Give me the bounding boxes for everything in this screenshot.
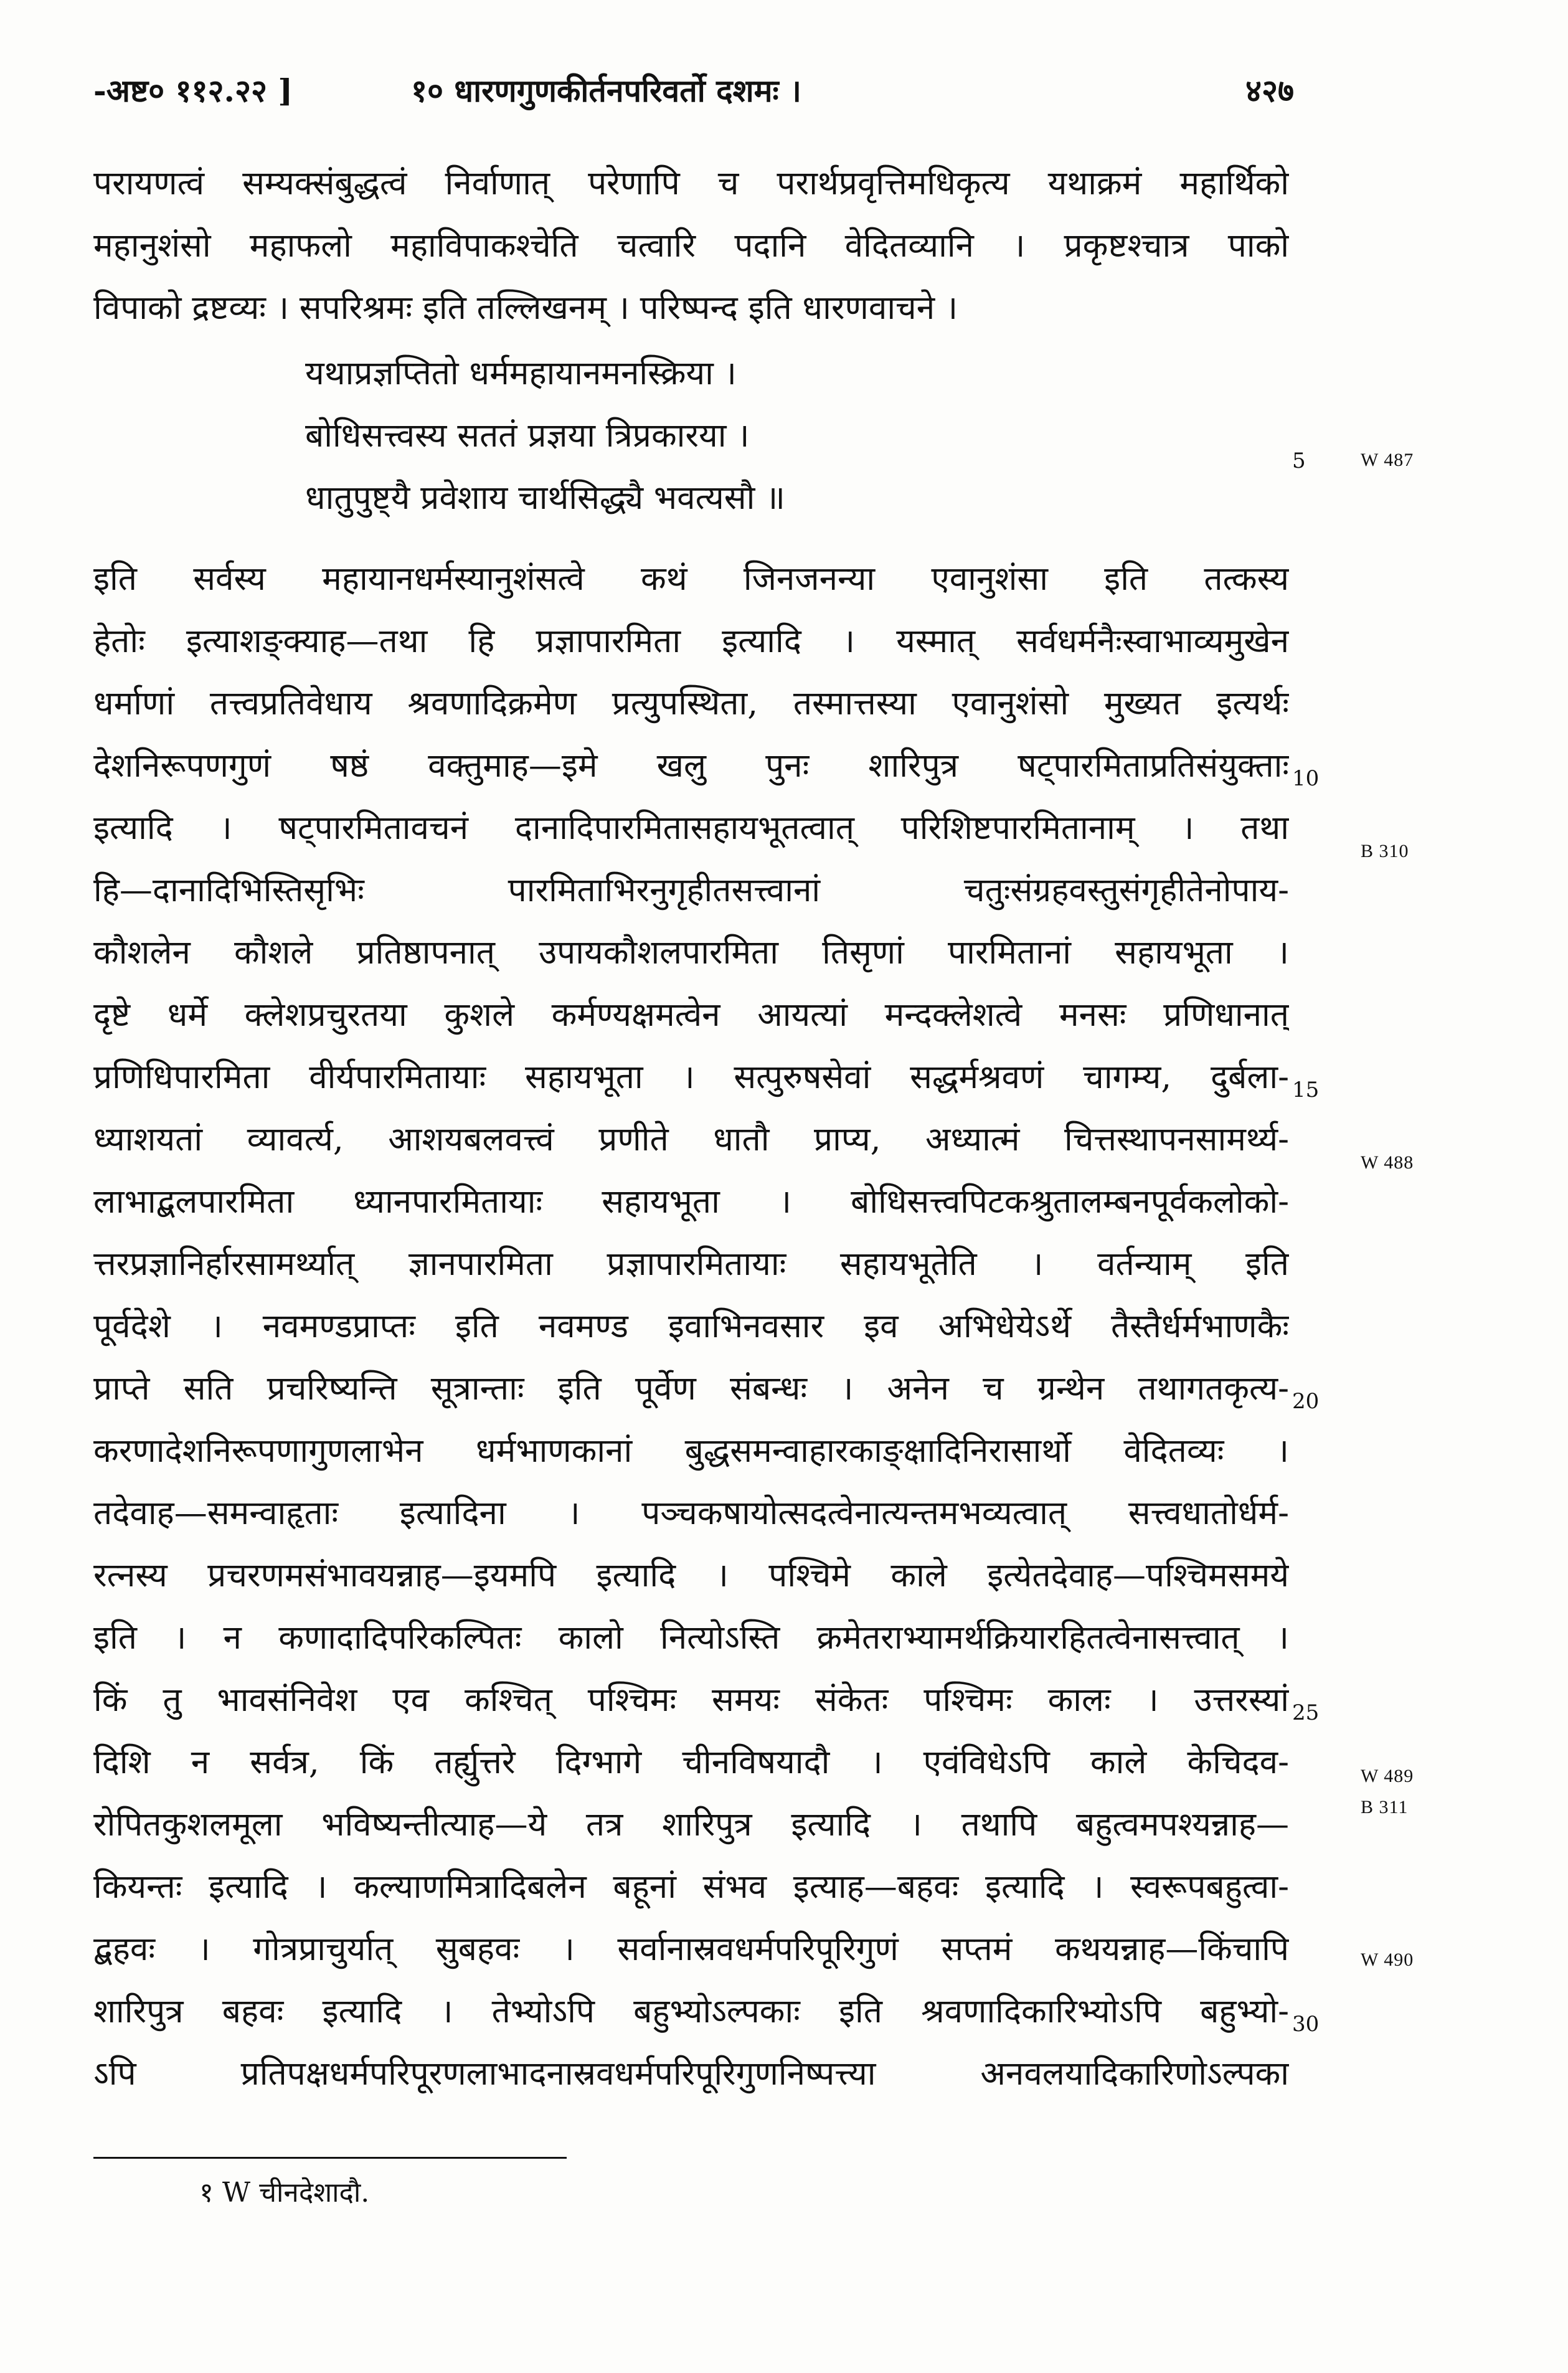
- text-line: हि—दानादिभिस्तिसृभिः पारमिताभिरनुगृहीतसत्त्वानां चतुःसंग्रहवस्तुसंगृहीतेनोपाय-: [93, 871, 1289, 909]
- text-line: इति सर्वस्य महायानधर्मस्यानुशंसत्वे कथं जिनजनन्या एवानुशंसा इति तत्कस्य: [93, 560, 1289, 598]
- text-line: धर्माणां तत्त्वप्रतिवेधाय श्रवणादिक्रमेण प्रत्युपस्थिता, तस्मात्तस्या एवानुशंसो मुख्यत इत्यर्थः: [93, 684, 1289, 722]
- text-line: इति । न कणादादिपरिकल्पितः कालो नित्योऽस्ति क्रमेतराभ्यामर्थक्रियारहितत्वेनासत्त्वात् ।: [93, 1619, 1289, 1657]
- margin-reference: W 487: [1361, 450, 1414, 470]
- text-line: रोपितकुशलमूला भविष्यन्तीत्याह—ये तत्र शारिपुत्र इत्यादि । तथापि बहुत्वमपश्यन्नाह—: [93, 1806, 1289, 1844]
- line-number: 15: [1292, 1078, 1320, 1102]
- footnote-rule: [93, 2157, 567, 2159]
- footnote: १ W चीनदेशादौ.: [199, 2177, 370, 2209]
- page-number: ४२७: [1245, 72, 1294, 109]
- text-line: प्राप्ते सति प्रचरिष्यन्ति सूत्रान्ताः इति पूर्वेण संबन्धः । अनेन च ग्रन्थेन तथागतकृत्य-: [93, 1370, 1289, 1408]
- text-line: प्रणिधिपारमिता वीर्यपारमितायाः सहायभूता । सत्पुरुषसेवां सद्धर्मश्रवणं चागम्य, दुर्बला-: [93, 1058, 1289, 1096]
- text-line: परायणत्वं सम्यक्संबुद्धत्वं निर्वाणात् परेणापि च परार्थप्रवृत्तिमधिकृत्य यथाक्रमं महार्थिको: [93, 164, 1289, 202]
- margin-reference: B 310: [1361, 841, 1409, 861]
- line-number: 25: [1292, 1700, 1320, 1725]
- text-line: इत्यादि । षट्पारमितावचनं दानादिपारमितासहायभूतत्वात् परिशिष्टपारमितानाम् । तथा: [93, 809, 1289, 847]
- text-line: शारिपुत्र बहवः इत्यादि । तेभ्योऽपि बहुभ्योऽल्पकाः इति श्रवणादिकारिभ्योऽपि बहुभ्यो-: [93, 1992, 1289, 2030]
- text-line: पूर्वदेशे । नवमण्डप्राप्तः इति नवमण्ड इवाभिनवसार इव अभिधेयेऽर्थे तैस्तैर्धर्मभाणकैः: [93, 1307, 1289, 1345]
- text-line: तदेवाह—समन्वाहृताः इत्यादिना । पञ्चकषायोत्सदत्वेनात्यन्तमभव्यत्वात् सत्त्वधातोर्धर्म-: [93, 1494, 1289, 1532]
- running-head-title: १० धारणगुणकीर्तनपरिवर्तो दशमः ।: [411, 72, 801, 109]
- text-line: दिशि न सर्वत्र, किं तर्ह्युत्तरे दिग्भागे चीनविषयादौ । एवंविधेऽपि काले केचिदव-: [93, 1743, 1289, 1781]
- text-line: लाभाद्बलपारमिता ध्यानपारमितायाः सहायभूता । बोधिसत्त्वपिटकश्रुतालम्बनपूर्वकलोको-: [93, 1183, 1289, 1221]
- text-line: महानुशंसो महाफलो महाविपाकश्चेति चत्वारि पदानि वेदितव्यानि । प्रकृष्टश्चात्र पाको: [93, 227, 1289, 265]
- line-number: 10: [1292, 766, 1320, 791]
- text-line: ऽपि प्रतिपक्षधर्मपरिपूरणलाभादनास्रवधर्मपरिपूरिगुणनिष्पत्त्या अनवलयादिकारिणोऽल्पका: [93, 2055, 1289, 2093]
- text-line: करणादेशनिरूपणागुणलाभेन धर्मभाणकानां बुद्धसमन्वाहारकाङ्क्षादिनिरासार्थो वेदितव्यः ।: [93, 1432, 1289, 1470]
- text-line: विपाको द्रष्टव्यः । सपरिश्रमः इति तल्लिखनम् । परिष्पन्द इति धारणवाचने ।: [93, 289, 958, 327]
- text-line: ध्याशयतां व्यावर्त्य, आशयबलवत्त्वं प्रणीते धातौ प्राप्य, अध्यात्मं चित्तस्थापनसामर्थ्य-: [93, 1120, 1289, 1158]
- line-number: 20: [1292, 1389, 1320, 1414]
- margin-reference: B 311: [1361, 1797, 1409, 1817]
- line-number: 5: [1292, 448, 1306, 473]
- text-line: द्बहवः । गोत्रप्राचुर्यात् सुबहवः । सर्वानास्रवधर्मपरिपूरिगुणं सप्तमं कथयन्नाह—किंचापि: [93, 1930, 1289, 1968]
- text-line: कौशलेन कौशले प्रतिष्ठापनात् उपायकौशलपारमिता तिसृणां पारमितानां सहायभूता ।: [93, 934, 1289, 972]
- margin-reference: W 490: [1361, 1949, 1414, 1970]
- text-line: कियन्तः इत्यादि । कल्याणमित्रादिबलेन बहूनां संभव इत्याह—बहवः इत्यादि । स्वरूपबहुत्वा-: [93, 1868, 1289, 1906]
- running-head-left: -अष्ट० ११२.२२ ]: [93, 72, 293, 109]
- margin-reference: W 488: [1361, 1152, 1414, 1173]
- text-line: हेतोः इत्याशङ्क्याह—तथा हि प्रज्ञापारमिता इत्यादि । यस्मात् सर्वधर्मनैःस्वाभाव्यमुखेन: [93, 622, 1289, 660]
- line-number: 30: [1292, 2012, 1320, 2037]
- margin-reference: W 489: [1361, 1766, 1414, 1786]
- verse-line: बोधिसत्त्वस्य सततं प्रज्ञया त्रिप्रकारया ।: [305, 417, 750, 455]
- text-line: रत्नस्य प्रचरणमसंभावयन्नाह—इयमपि इत्यादि । पश्चिमे काले इत्येतदेवाह—पश्चिमसमये: [93, 1556, 1289, 1594]
- verse-line: धातुपुष्ट्यै प्रवेशाय चार्थसिद्ध्यै भवत्यसौ ॥: [305, 479, 785, 517]
- verse-line: यथाप्रज्ञप्तितो धर्ममहायानमनस्क्रिया ।: [305, 354, 737, 392]
- text-line: किं तु भावसंनिवेश एव कश्चित् पश्चिमः समयः संकेतः पश्चिमः कालः । उत्तरस्यां: [93, 1681, 1289, 1719]
- text-line: त्तरप्रज्ञानिर्हारसामर्थ्यात् ज्ञानपारमिता प्रज्ञापारमितायाः सहायभूतेति । वर्तन्याम् इति: [93, 1245, 1289, 1283]
- text-line: देशनिरूपणगुणं षष्ठं वक्तुमाह—इमे खलु पुनः शारिपुत्र षट्पारमिताप्रतिसंयुक्ताः: [93, 747, 1289, 785]
- text-line: दृष्टे धर्मे क्लेशप्रचुरतया कुशले कर्मण्यक्षमत्वेन आयत्यां मन्दक्लेशत्वे मनसः प्रणिधानात्: [93, 996, 1289, 1034]
